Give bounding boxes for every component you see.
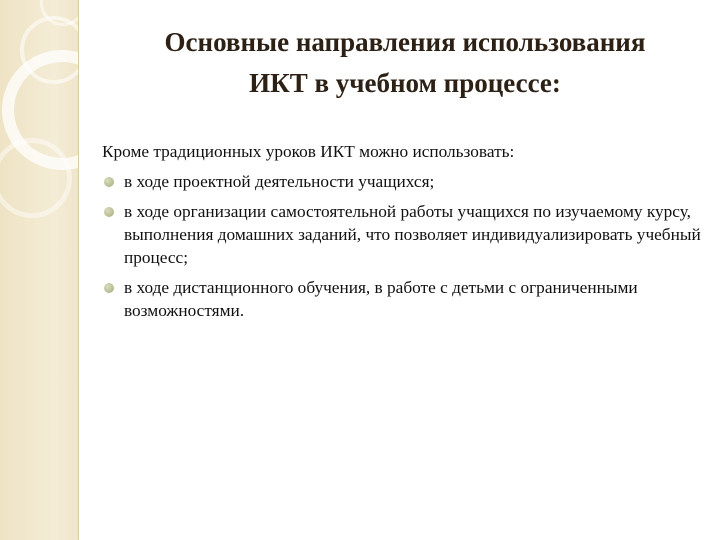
list-item: [102, 200, 702, 269]
bullet-dot-icon: [104, 177, 114, 187]
intro-text: Кроме традиционных уроков ИКТ можно использовать:: [102, 142, 515, 161]
list-item-text: в ходе дистанционного обучения, в работе с детьми с ограниченными возможностями.: [124, 278, 638, 320]
bullet-dot-icon: [104, 207, 114, 217]
list-item: [102, 170, 702, 193]
list-item-text: в ходе организации самостоятельной работы учащихся по изучаемому курсу, выполнения домашних заданий, что позволяет индивидуализировать учебный процесс;: [124, 202, 701, 267]
decorative-ring-icon: [0, 138, 72, 218]
bullet-dot-icon: [104, 283, 114, 293]
bullet-list: [102, 170, 702, 322]
slide-title-line-2: ИКТ в учебном процессе:: [249, 68, 561, 98]
list-item-text: в ходе проектной деятельности учащихся;: [124, 172, 435, 191]
slide-body: [102, 140, 702, 329]
decorative-ring-icon: [20, 16, 79, 84]
list-item: [102, 276, 702, 322]
slide-title: [100, 22, 710, 104]
slide-title-line-1: Основные направления использования: [164, 27, 646, 57]
side-decoration-panel: [0, 0, 79, 540]
